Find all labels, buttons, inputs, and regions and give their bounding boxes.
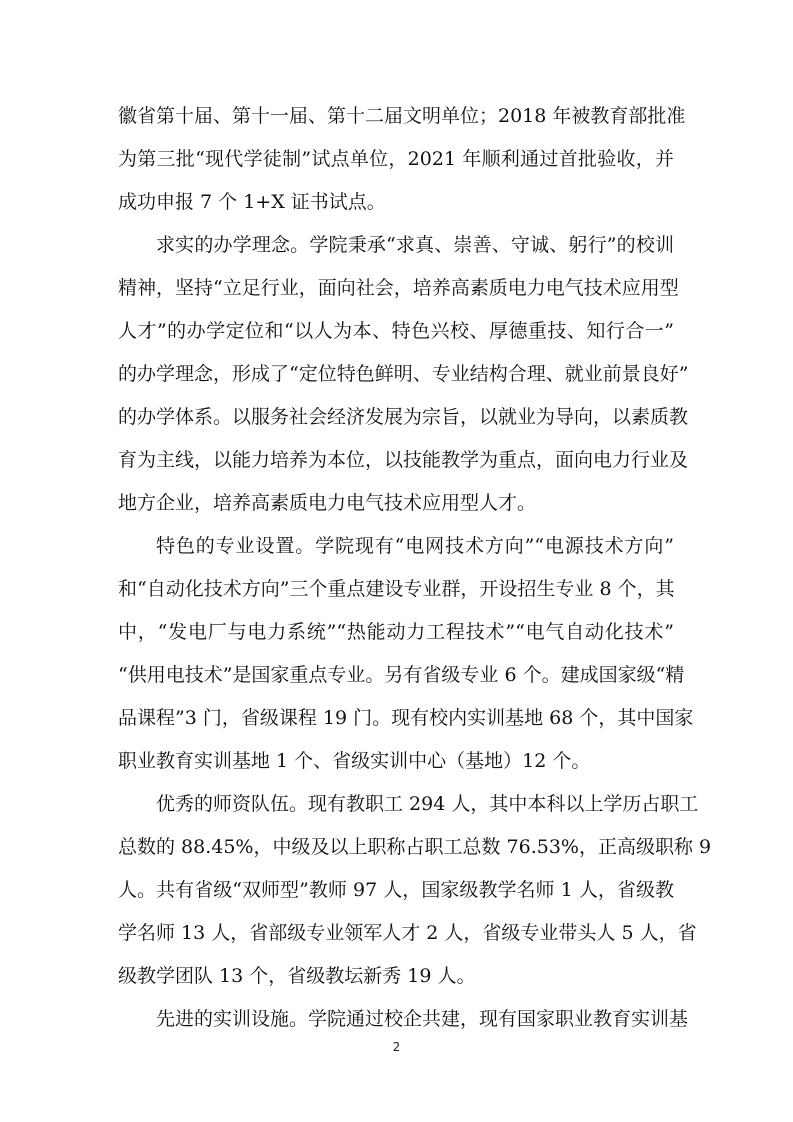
text-line: “供用电技术”是国家重点专业。另有省级专业 6 个。建成国家级“精 — [118, 664, 685, 686]
text-line: 品课程”3 门，省级课程 19 门。现有校内实训基地 68 个，其中国家 — [118, 707, 694, 729]
text-line: 人才”的办学定位和“以人为本、特色兴校、厚德重技、知行合一” — [118, 320, 674, 342]
text-line: 的办学体系。以服务社会经济发展为宗旨，以就业为导向，以素质教 — [118, 406, 689, 428]
text-line: 精神，坚持“立足行业，面向社会，培养高素质电力电气技术应用型 — [118, 277, 679, 299]
text-line: 和“自动化技术方向”三个重点建设专业群，开设招生专业 8 个，其 — [118, 578, 675, 600]
page-number: 2 — [392, 1040, 401, 1054]
text-line: 育为主线，以能力培养为本位，以技能教学为重点，面向电力行业及 — [118, 449, 689, 471]
text-line: 徽省第十届、第十一届、第十二届文明单位；2018 年被教育部批准 — [118, 105, 686, 127]
text-line: 的办学理念，形成了“定位特色鲜明、专业结构合理、就业前景良好” — [118, 363, 689, 385]
text-line: 成功申报 7 个 1+X 证书试点。 — [118, 191, 386, 213]
paragraph-first-line: 求实的办学理念。学院秉承“求真、崇善、守诚、躬行”的校训 — [156, 234, 674, 256]
text-line: 地方企业，培养高素质电力电气技术应用型人才。 — [118, 492, 537, 514]
text-line: 中，“发电厂与电力系统”“热能动力工程技术”“电气自动化技术” — [118, 621, 674, 643]
text-line: 级教学团队 13 个，省级教坛新秀 19 人。 — [118, 965, 476, 987]
paragraph-first-line: 先进的实训设施。学院通过校企共建，现有国家职业教育实训基 — [156, 1008, 689, 1030]
text-line: 为第三批“现代学徒制”试点单位，2021 年顺利通过首批验收，并 — [118, 148, 674, 170]
paragraph-first-line: 优秀的师资队伍。现有教职工 294 人，其中本科以上学历占职工 — [156, 793, 699, 815]
text-line: 职业教育实训基地 1 个、省级实训中心（基地）12 个。 — [118, 750, 591, 772]
text-line: 学名师 13 人，省部级专业领军人才 2 人，省级专业带头人 5 人，省 — [118, 922, 697, 944]
text-line: 人。共有省级“双师型”教师 97 人，国家级教学名师 1 人，省级教 — [118, 879, 674, 901]
paragraph-first-line: 特色的专业设置。学院现有“电网技术方向”“电源技术方向” — [156, 535, 674, 557]
text-line: 总数的 88.45%，中级及以上职称占职工总数 76.53%，正高级职称 9 — [118, 836, 712, 858]
